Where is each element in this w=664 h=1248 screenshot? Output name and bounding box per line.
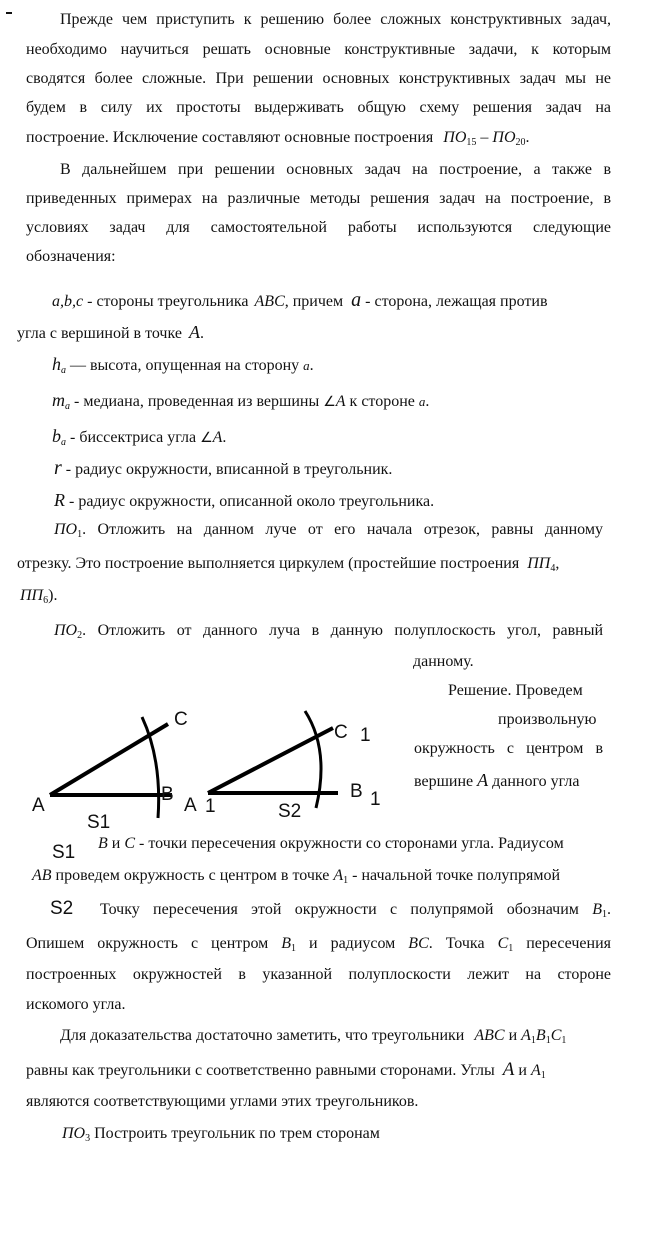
def-height: $h_a$ — высота, опущенная на сторону a. [52, 354, 314, 376]
label-left-S1: S1 [87, 812, 111, 833]
solution-line-3: окружность с центром в [414, 740, 603, 757]
po1-line-3: $ПП_6$). [20, 587, 58, 606]
def-median: $m_a$ - медиана, проведенная из вершины ∠A к стороне a. [52, 390, 430, 412]
po2-line-2: данному. [413, 653, 474, 670]
body-line-4: Опишем окружность с центром $B_1$ и радиусом BC. Точка $C_1$ пересечения [26, 935, 612, 954]
po3-line: $ПО_3$ Построить треугольник по трем сторонам [62, 1125, 380, 1144]
label-right-B: B [350, 781, 363, 802]
proof-line-2: равны как треугольники с соответственно равными сторонами. Углы A и $A_1$ [26, 1059, 546, 1081]
label-right-B-index: 1 [370, 789, 381, 810]
body-line-1: B и C - точки пересечения окружности со сторонами угла. Радиусом [98, 835, 564, 852]
label-right-S2: S2 [278, 801, 302, 822]
solution-line-4: вершине A данного угла [414, 770, 580, 790]
def-sides: a,b,c - стороны треугольника ABC, причем a - сторона, лежащая против [52, 289, 548, 311]
po1-line-2: отрезку. Это построение выполняется циркулем (простейшие построения $ПП_4$, [17, 555, 560, 574]
para1-line-2: необходимо научиться решать основные конструктивные задачи, к которым [26, 41, 611, 58]
proof-line-1: Для доказательства достаточно заметить, что треугольники ABC и $A_1B_1C_1$ [60, 1027, 567, 1046]
proof-line-3: являются соответствующими углами этих треугольников. [26, 1093, 419, 1110]
body-line-3: Точку пересечения этой окружности с полупрямой обозначим $B_1$. [100, 901, 611, 920]
label-right-C: C [334, 722, 348, 743]
para2-line-2: приведенных примерах на различные методы решения задач на построение, в [26, 190, 611, 207]
para2-line-3: условиях задач для самостоятельной работы используются следующие [26, 219, 611, 236]
para1-line-1: Прежде чем приступить к решению более сложных конструктивных задач, [60, 11, 611, 28]
body-line-5: построенных окружностей в указанной полуплоскости лежит на стороне [26, 966, 611, 983]
label-right-A-index: 1 [205, 796, 216, 817]
body-line-6: искомого угла. [26, 996, 126, 1013]
para2-line-4: обозначения: [26, 248, 116, 265]
margin-label-s1: S1 [52, 842, 76, 863]
margin-label-s2: S2 [50, 898, 74, 919]
label-left-A: A [32, 795, 45, 816]
def-circumradius: R - радиус окружности, описанной около треугольника. [54, 490, 435, 510]
para1-line-4: будем в силу их простоты выдерживать общую схему решения задач на [26, 99, 611, 116]
para1-line-5: построение. Исключение составляют основные построения $ПО_{15} - ПО_{20}$. [26, 129, 530, 148]
def-inradius: r - радиус окружности, вписанной в треугольник. [54, 457, 393, 479]
body-line-2: AB проведем окружность с центром в точке $A_1$ - начальной точке полупрямой [32, 867, 561, 886]
right-angle-upper-ray [208, 728, 333, 793]
po1-line-1: $ПО_1$. Отложить на данном луче от его начала отрезок, равны данному [54, 521, 603, 540]
para1-line-3: сводятся более сложные. При решении основных конструктивных задач мы не [26, 70, 611, 87]
def-sides-line-2: угла с вершиной в точке A. [17, 322, 204, 342]
label-left-C: C [174, 709, 188, 730]
label-right-A: A [184, 795, 197, 816]
def-bisector: $b_a$ - биссектриса угла ∠A. [52, 426, 227, 448]
solution-line-2: произвольную [498, 711, 597, 728]
label-left-B: B [161, 784, 174, 805]
label-right-C-index: 1 [360, 725, 371, 746]
solution-line-1: Решение. Проведем [448, 682, 583, 699]
po2-line-1: $ПО_2$. Отложить от данного луча в данную полуплоскость угол, равный [54, 622, 603, 641]
para2-line-1: В дальнейшем при решении основных задач на построение, а также в [60, 161, 611, 178]
